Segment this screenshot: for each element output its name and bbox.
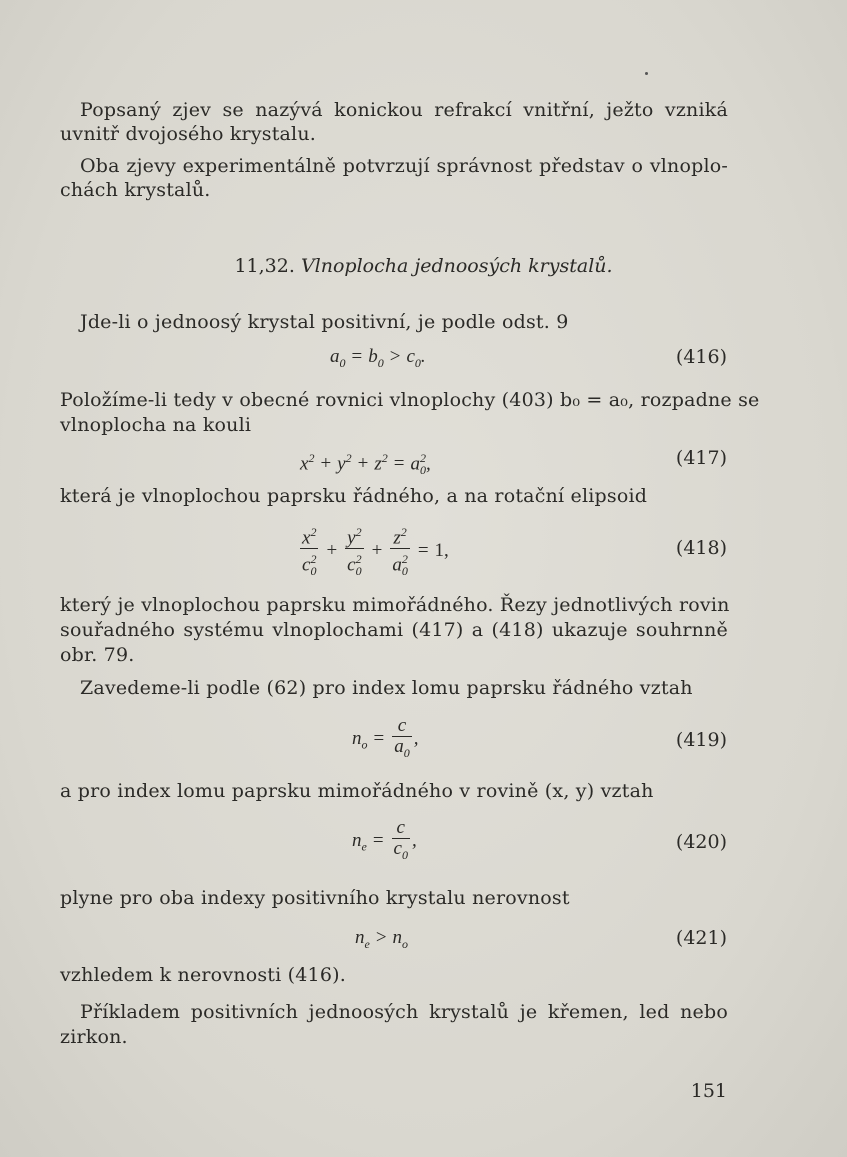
equation-419-number: (419) (675, 729, 727, 751)
equation-417-number: (417) (675, 447, 727, 469)
paragraph-11-line-1: Příkladem positivních jednoosých krystalů je křemen, led nebo (80, 1001, 728, 1023)
paragraph-9-line-1: plyne pro oba indexy positivního krystalu nerovnost (60, 887, 570, 909)
equation-420-number: (420) (675, 831, 727, 853)
paragraph-8-line-1: a pro index lomu paprsku mimořádného v rovině (x, y) vztah (60, 780, 654, 802)
equation-418: $\frac{x^2}{c_0^2}$ + $\frac{y^2}{c_0^2}$ + $\frac{z^2}{a_0^2}$ = 1, (298, 522, 449, 581)
equation-416-number: (416) (675, 346, 727, 368)
paragraph-10-line-1: vzhledem k nerovnosti (416). (60, 964, 346, 986)
speck (645, 72, 648, 75)
paragraph-1-line-2: uvnitř dvojosého krystalu. (60, 123, 317, 145)
equation-421: $n_e > n_o$ (355, 927, 409, 951)
equation-416: $a_0 = b_0 > c_0$. (330, 346, 426, 370)
equation-419: $n_o$ = $\frac{c}{a_0}$ , (352, 715, 419, 760)
section-title: Vlnoplocha jednoosých krystalů. (300, 255, 613, 277)
paragraph-5-line-1: která je vlnoplochou paprsku řádného, a na rotační elipsoid (60, 485, 648, 507)
paragraph-2-line-1: Oba zjevy experimentálně potvrzují správnost představ o vlnoplo- (80, 155, 728, 177)
paragraph-2-line-2: chách krystalů. (60, 179, 211, 201)
paragraph-6-line-2: souřadného systému vlnoplochami (417) a (418) ukazuje souhrnně (60, 619, 728, 641)
equation-417: $x^2 + y^2 + z^2 = a_0^2$, (300, 451, 431, 478)
equation-421-number: (421) (675, 927, 727, 949)
paragraph-6-line-3: obr. 79. (60, 644, 135, 666)
paragraph-4-line-2: vlnoplocha na kouli (60, 414, 252, 436)
paragraph-7-line-1: Zavedeme-li podle (62) pro index lomu paprsku řádného vztah (80, 677, 693, 699)
paragraph-11-line-2: zirkon. (60, 1026, 128, 1048)
section-heading (0, 254, 847, 278)
paragraph-6-line-1: který je vlnoplochou paprsku mimořádného. Řezy jednotlivých rovin (60, 594, 730, 616)
equation-418-number: (418) (675, 537, 727, 559)
section-number: 11,32. (234, 255, 295, 277)
page-number: 151 (690, 1080, 727, 1102)
paragraph-4-line-1: Položíme-li tedy v obecné rovnici vlnoplochy (403) b₀ = a₀, rozpadne se (60, 389, 760, 411)
paragraph-3-line-1: Jde-li o jednoosý krystal positivní, je podle odst. 9 (80, 311, 569, 333)
paragraph-1-line-1: Popsaný zjev se nazývá konickou refrakcí vnitřní, ježto vzniká (80, 99, 728, 121)
equation-420: $n_e$ = $\frac{c}{c_0}$ , (352, 817, 417, 862)
